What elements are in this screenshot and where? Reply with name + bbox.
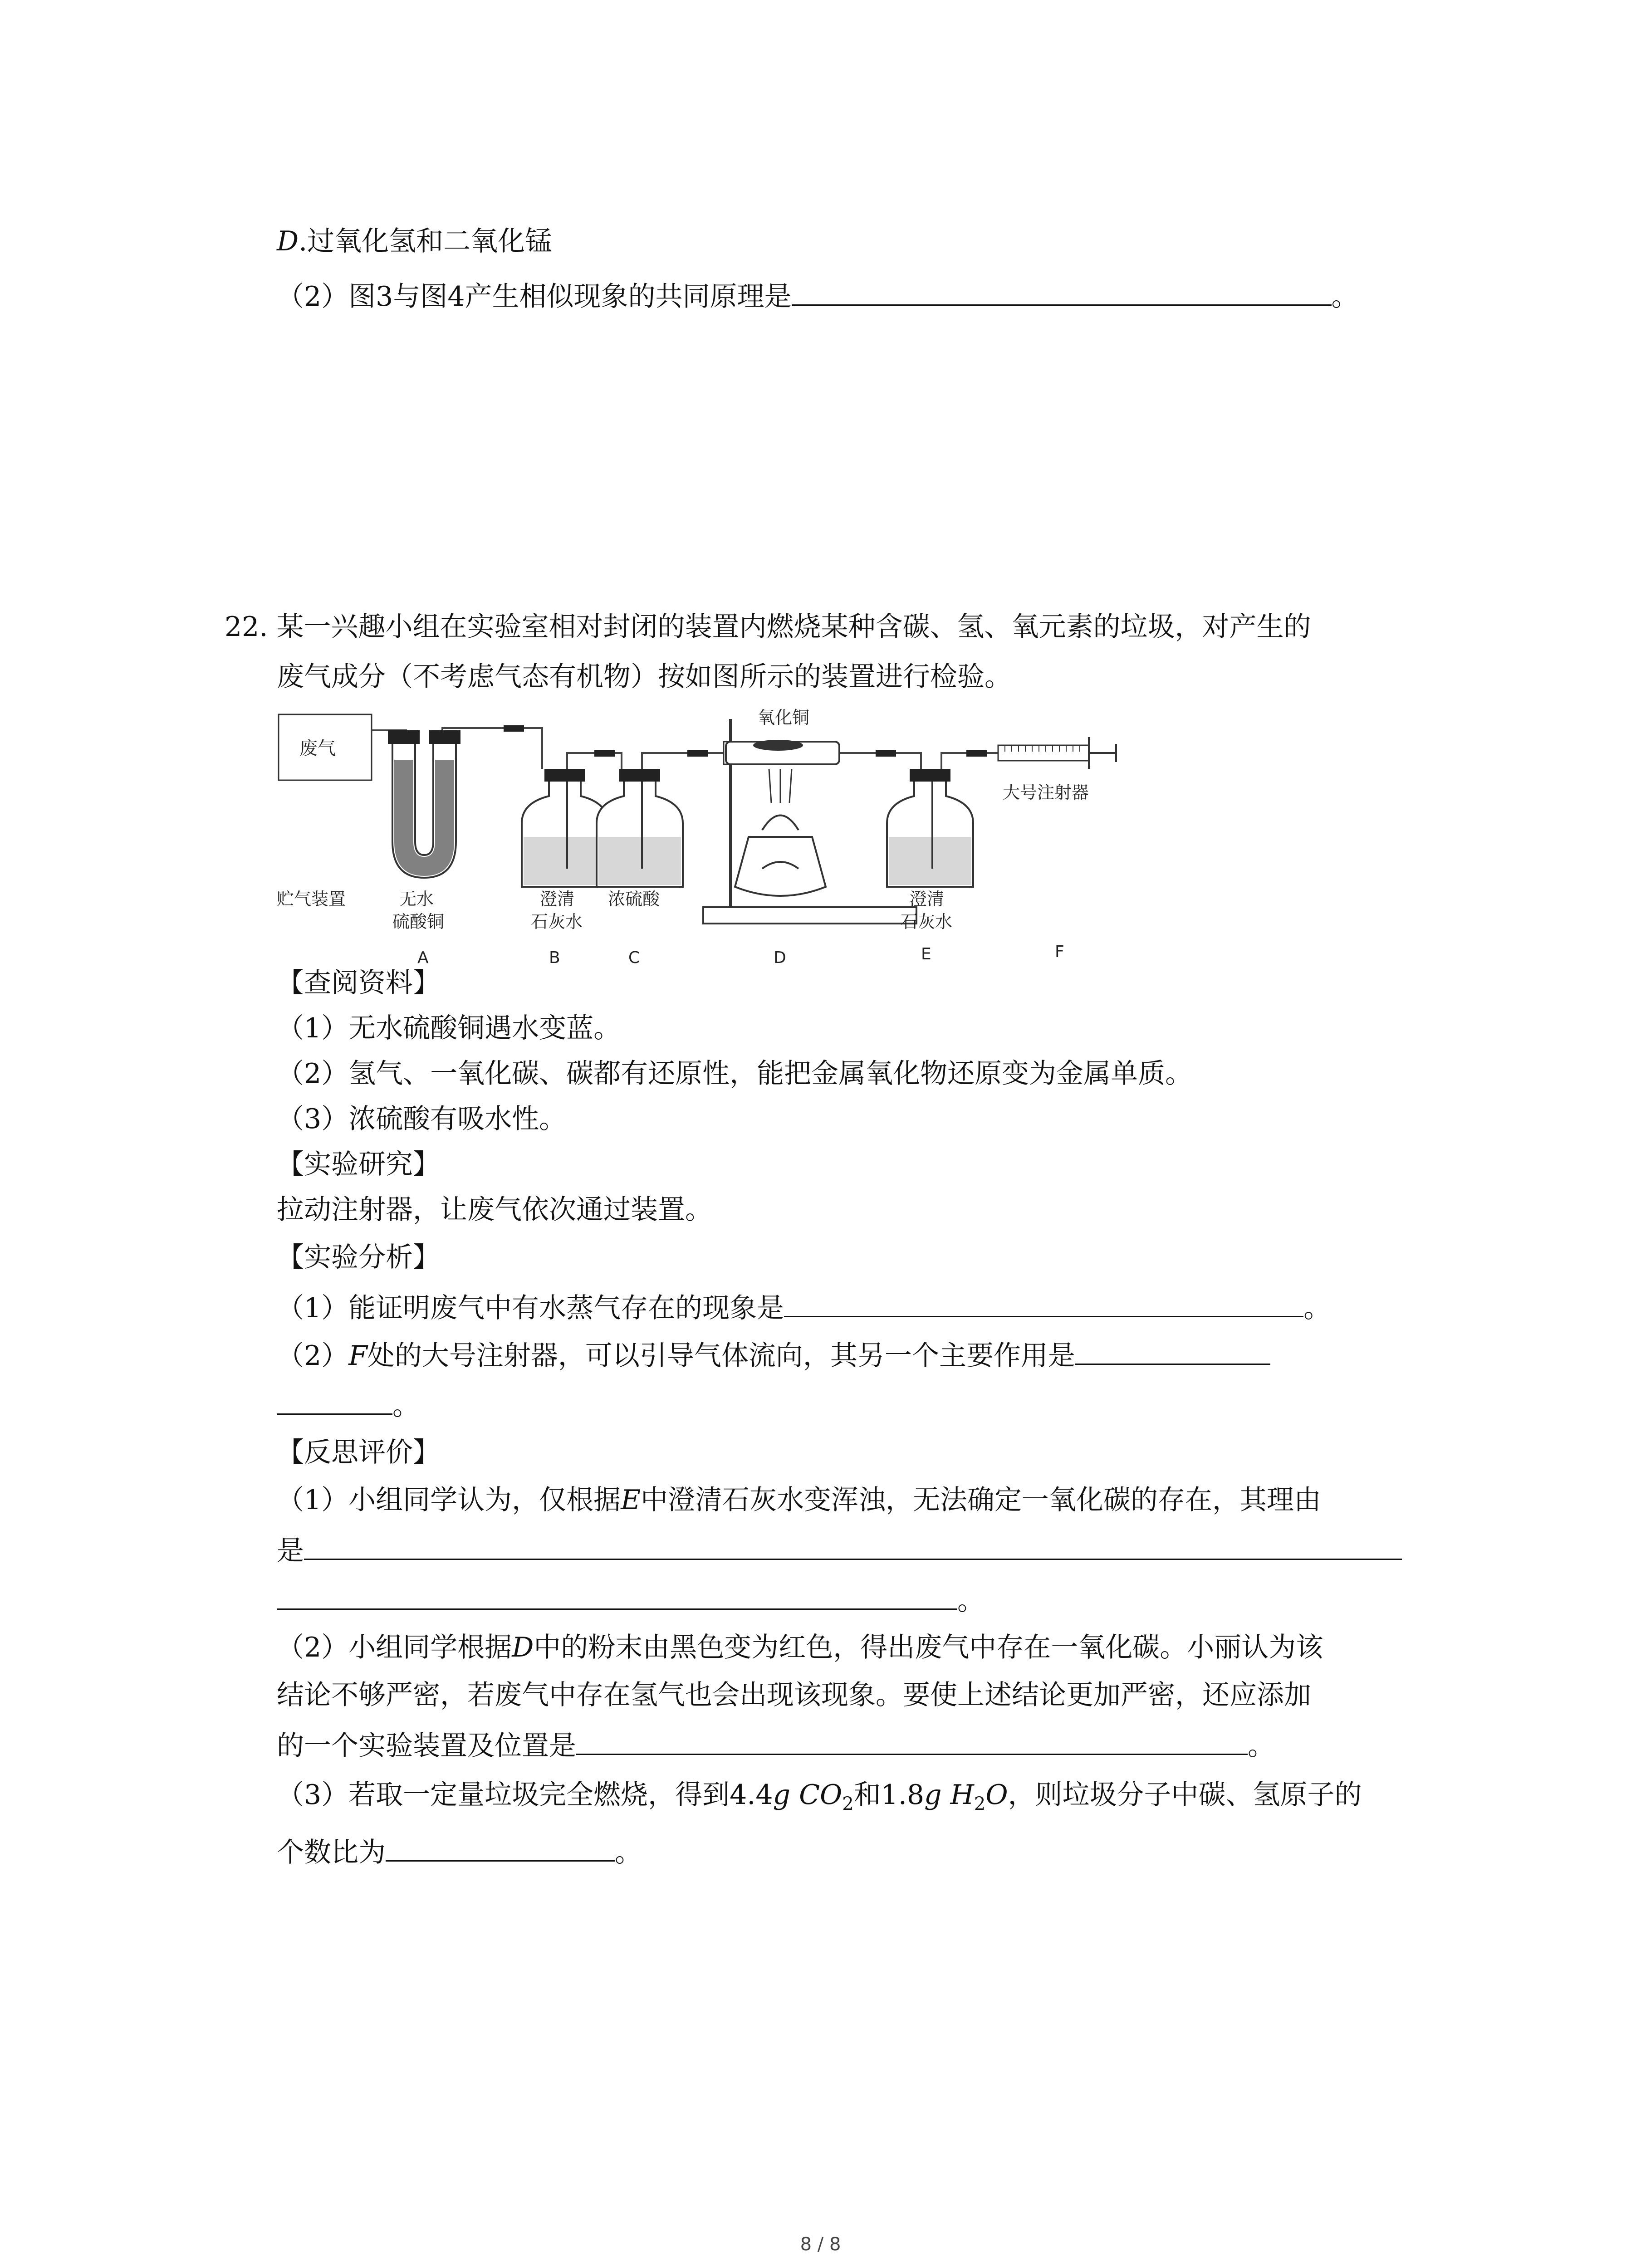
option-d-text: .过氧化氢和二氧化锰 [299, 225, 553, 257]
option-d-letter: D [277, 225, 299, 257]
copper-oxide-label: 氧化铜 [758, 708, 810, 728]
connecting-tubes [372, 728, 998, 771]
q22-intro-line2: 废气成分（不考虑气态有机物）按如图所示的装置进行检验。 [277, 661, 1012, 693]
svg-text:澄清: 澄清 [540, 889, 575, 909]
page-number: 8 / 8 [800, 2234, 841, 2255]
research-heading: 【实验研究】 [277, 1149, 440, 1180]
waste-gas-label: 废气 [299, 738, 336, 759]
reflect-1-line2: 是 [277, 1529, 1402, 1570]
syringe-label: 大号注射器 [1003, 782, 1089, 802]
svg-text:澄清: 澄清 [910, 889, 945, 909]
u-tube-a [388, 730, 460, 878]
question-number: 22. [225, 611, 268, 643]
option-d [277, 222, 552, 260]
svg-text:硫酸铜: 硫酸铜 [392, 912, 445, 932]
answer-blank[interactable] [792, 274, 1332, 306]
svg-text:浓硫酸: 浓硫酸 [608, 889, 660, 909]
question-2-previous: （2）图3与图4产生相似现象的共同原理是 。 [277, 274, 1359, 316]
reflect-1-line3: 。 [277, 1579, 985, 1620]
reflect-3-line2: 个数比为 。 [277, 1830, 642, 1872]
analysis-1: （1）能证明废气中有水蒸气存在的现象是 。 [277, 1286, 1331, 1327]
info-heading: 【查阅资料】 [277, 967, 440, 999]
analysis-2: （2）F处的大号注射器，可以引导气体流向，其另一个主要作用是 [277, 1334, 1270, 1375]
svg-text:石灰水: 石灰水 [531, 912, 583, 932]
analysis-2-cont: 。 [277, 1383, 420, 1425]
letter-a: A [417, 948, 429, 967]
analysis-2-blank[interactable] [1075, 1334, 1270, 1365]
reflect-3-blank[interactable] [386, 1830, 615, 1862]
syringe-f [998, 737, 1116, 769]
analysis-1-blank[interactable] [784, 1286, 1303, 1317]
svg-text:无水: 无水 [399, 889, 434, 909]
reflect-1: （1）小组同学认为，仅根据E中澄清石灰水变浑浊，无法确定一氧化碳的存在，其理由 [277, 1484, 1321, 1516]
research-text: 拉动注射器，让废气依次通过装置。 [277, 1194, 712, 1226]
reflect-heading: 【反思评价】 [277, 1437, 440, 1468]
info-1: （1）无水硫酸铜遇水变蓝。 [277, 1012, 621, 1044]
letter-e: E [921, 945, 931, 963]
question-2-text: （2）图3与图4产生相似现象的共同原理是 [277, 281, 792, 313]
info-3: （3）浓硫酸有吸水性。 [277, 1103, 567, 1135]
reflect-2-blank[interactable] [576, 1724, 1248, 1755]
letter-f: F [1055, 943, 1064, 961]
bottle-b [522, 769, 608, 887]
reflect-3: （3）若取一定量垃圾完全燃烧，得到4.4g $CO_2$和1.8g $H_2O$，则垃圾分子中碳、氢原子的 [277, 1779, 1362, 1814]
reflect-2-line2: 结论不够严密，若废气中存在氢气也会出现该现象。要使上述结论更加严密，还应添加 [277, 1679, 1311, 1711]
heating-apparatus-d [703, 719, 916, 924]
apparatus-diagram [277, 705, 1130, 978]
storage-label: 贮气装置 [277, 889, 346, 909]
info-2: （2）氢气、一氧化碳、碳都有还原性，能把金属氧化物还原变为金属单质。 [277, 1058, 1193, 1090]
bottle-c [597, 769, 683, 887]
bottle-e [887, 769, 973, 887]
letter-c: C [628, 948, 640, 967]
letter-b: B [549, 948, 560, 967]
letter-d: D [774, 948, 786, 967]
reflect-1-blank-cont[interactable] [277, 1579, 957, 1610]
q22-intro-line1: 22. 某一兴趣小组在实验室相对封闭的装置内燃烧某种含碳、氢、氧元素的垃圾，对产生的 [225, 608, 1311, 646]
reflect-2: （2）小组同学根据D中的粉末由黑色变为红色，得出废气中存在一氧化碳。小丽认为该 [277, 1632, 1323, 1663]
analysis-2-blank-cont[interactable] [277, 1383, 392, 1415]
reflect-1-blank[interactable] [304, 1529, 1402, 1560]
analysis-heading: 【实验分析】 [277, 1242, 440, 1273]
svg-text:石灰水: 石灰水 [901, 912, 953, 932]
reflect-2-line3: 的一个实验装置及位置是 。 [277, 1724, 1275, 1765]
